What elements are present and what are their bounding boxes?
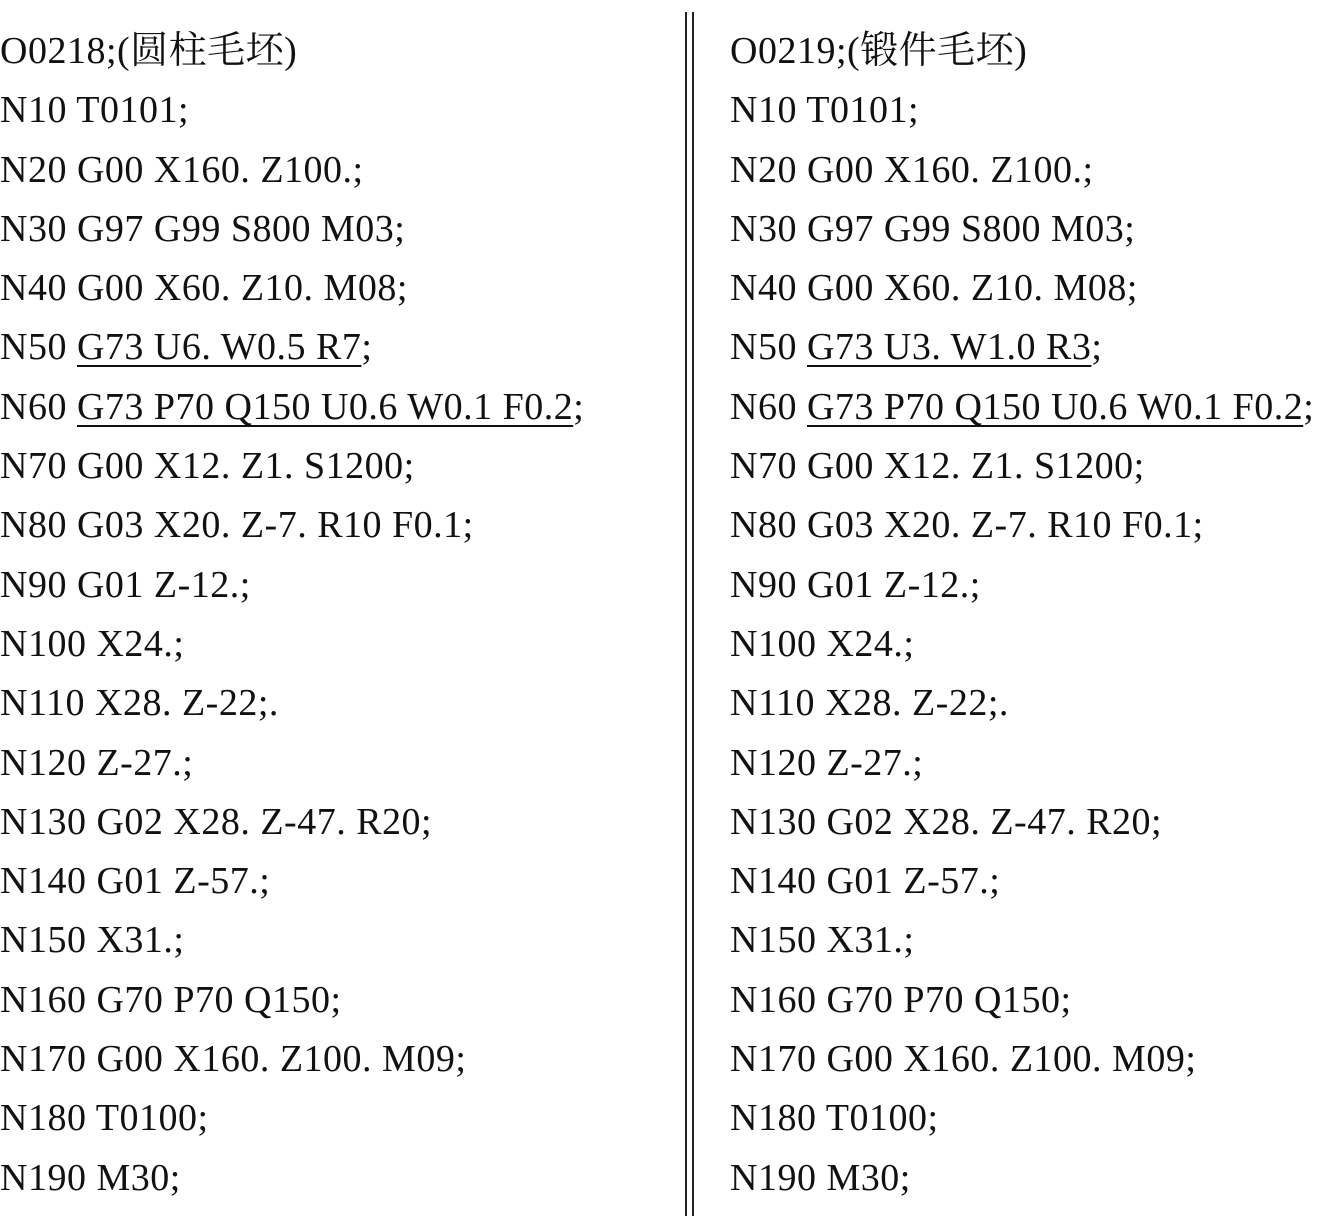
code-segment: N140 G01 Z-57.; (0, 860, 271, 903)
program-line (0, 22, 670, 81)
program-line (0, 81, 670, 140)
code-segment: N160 G70 P70 Q150; (730, 978, 1072, 1021)
program-line (730, 81, 1328, 140)
code-segment: N120 Z-27.; (730, 741, 924, 784)
program-line (0, 1030, 670, 1089)
code-segment: O0218;(圆柱毛坯) (0, 30, 298, 72)
program-line (730, 1089, 1328, 1148)
program-line (0, 1089, 670, 1148)
code-segment: N170 G00 X160. Z100. M09; (0, 1038, 467, 1081)
program-line (0, 437, 670, 496)
code-segment: N60 (730, 385, 807, 428)
program-line (730, 1030, 1328, 1089)
program-line (730, 141, 1328, 200)
right-program-column (730, 22, 1328, 1208)
program-line (0, 259, 670, 318)
column-divider-right-rule (692, 12, 694, 1216)
program-line (0, 852, 670, 911)
underlined-code-segment: G73 U3. W1.0 R3 (806, 326, 1092, 369)
code-segment: N50 (0, 326, 77, 369)
program-line (730, 1149, 1328, 1208)
code-segment: N90 G01 Z-12.; (0, 563, 251, 606)
program-line (730, 378, 1328, 437)
code-segment: N60 (0, 385, 77, 428)
program-line (0, 911, 670, 970)
code-segment: ; (1091, 326, 1103, 369)
code-segment: N190 M30; (730, 1156, 911, 1199)
code-segment: N20 G00 X160. Z100.; (730, 148, 1094, 191)
program-line (0, 1149, 670, 1208)
code-segment: N30 G97 G99 S800 M03; (0, 207, 406, 250)
column-divider-left-rule (685, 12, 687, 1216)
program-line (0, 615, 670, 674)
program-line (730, 318, 1328, 377)
code-segment: N110 X28. Z-22;. (0, 682, 279, 725)
code-segment: N190 M30; (0, 1156, 181, 1199)
program-line (730, 556, 1328, 615)
program-line (0, 971, 670, 1030)
program-line (0, 734, 670, 793)
code-segment: N40 G00 X60. Z10. M08; (730, 267, 1138, 310)
code-segment: N50 (730, 326, 807, 369)
program-line (730, 496, 1328, 555)
program-line (730, 971, 1328, 1030)
code-segment: N90 G01 Z-12.; (730, 563, 981, 606)
code-segment: ; (1303, 385, 1315, 428)
program-line (730, 259, 1328, 318)
program-line (730, 793, 1328, 852)
code-segment: N160 G70 P70 Q150; (0, 978, 342, 1021)
program-line (0, 793, 670, 852)
program-line (730, 22, 1328, 81)
program-line (0, 556, 670, 615)
code-segment: N40 G00 X60. Z10. M08; (0, 267, 408, 310)
program-line (0, 318, 670, 377)
code-segment: ; (573, 385, 585, 428)
code-segment: N130 G02 X28. Z-47. R20; (730, 800, 1163, 843)
code-segment: N180 T0100; (730, 1097, 939, 1140)
code-segment: N150 X31.; (730, 919, 915, 962)
program-line (0, 378, 670, 437)
program-line (0, 200, 670, 259)
code-segment: ; (361, 326, 373, 369)
underlined-code-segment: G73 U6. W0.5 R7 (76, 326, 362, 369)
code-segment: N140 G01 Z-57.; (730, 860, 1001, 903)
code-segment: N20 G00 X160. Z100.; (0, 148, 364, 191)
code-segment: N10 T0101; (730, 89, 920, 132)
code-segment: N70 G00 X12. Z1. S1200; (0, 445, 415, 488)
program-line (730, 615, 1328, 674)
program-line (0, 496, 670, 555)
code-segment: N30 G97 G99 S800 M03; (730, 207, 1136, 250)
code-segment: N120 Z-27.; (0, 741, 194, 784)
code-segment: N100 X24.; (730, 622, 915, 665)
code-segment: N170 G00 X160. Z100. M09; (730, 1038, 1197, 1081)
program-line (0, 674, 670, 733)
program-line (730, 437, 1328, 496)
program-line (730, 911, 1328, 970)
program-line (730, 734, 1328, 793)
code-segment: N130 G02 X28. Z-47. R20; (0, 800, 433, 843)
underlined-code-segment: G73 P70 Q150 U0.6 W0.1 F0.2 (76, 385, 574, 428)
code-segment: N80 G03 X20. Z-7. R10 F0.1; (0, 504, 474, 547)
underlined-code-segment: G73 P70 Q150 U0.6 W0.1 F0.2 (806, 385, 1304, 428)
program-line (730, 200, 1328, 259)
program-line (730, 674, 1328, 733)
code-segment: N100 X24.; (0, 622, 185, 665)
code-segment: N70 G00 X12. Z1. S1200; (730, 445, 1145, 488)
code-segment: N180 T0100; (0, 1097, 209, 1140)
code-segment: N150 X31.; (0, 919, 185, 962)
program-line (730, 852, 1328, 911)
code-segment: O0219;(锻件毛坯) (730, 30, 1028, 72)
left-program-column (0, 22, 670, 1208)
program-line (0, 141, 670, 200)
code-segment: N110 X28. Z-22;. (730, 682, 1009, 725)
code-segment: N10 T0101; (0, 89, 190, 132)
code-segment: N80 G03 X20. Z-7. R10 F0.1; (730, 504, 1204, 547)
